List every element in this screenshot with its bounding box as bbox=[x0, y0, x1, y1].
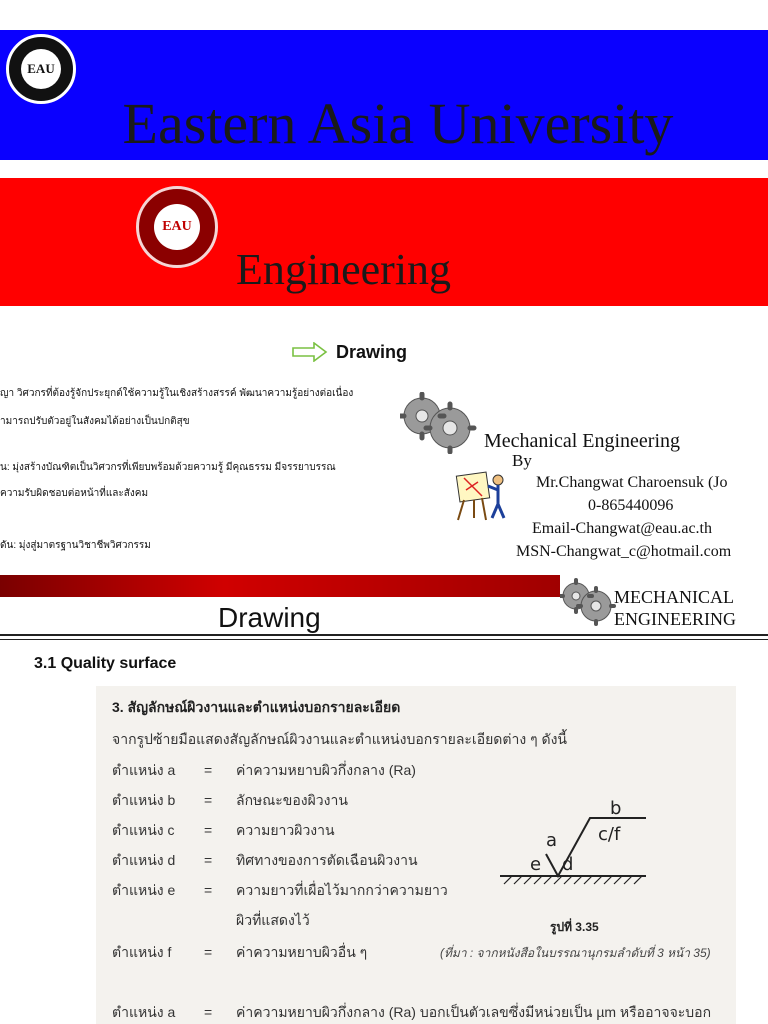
symbol-label-e: e bbox=[530, 854, 542, 875]
contact-email: Email-Changwat@eau.ac.th bbox=[532, 520, 712, 537]
document-heading: 3. สัญลักษณ์ผิวงานและตำแหน่งบอกรายละเอียด bbox=[112, 699, 401, 715]
mission-text-2: ความรับผิดชอบต่อหน้าที่และสังคม bbox=[0, 488, 149, 499]
easel-icon bbox=[452, 468, 510, 522]
by-label: By bbox=[512, 451, 532, 470]
drawing-title: Drawing bbox=[218, 602, 321, 633]
position-row-e-continued: ผิวที่แสดงไว้ bbox=[236, 912, 310, 928]
divider bbox=[0, 639, 768, 640]
position-row-a: ตำแหน่ง a = ค่าความหยาบผิวกึ่งกลาง (Ra) bbox=[112, 762, 416, 778]
position-row-a-detail: ตำแหน่ง a = ค่าความหยาบผิวกึ่งกลาง (Ra) บอกเป็นตัวเลขซึ่งมีหน่วยเป็น µm หรืออาจจะบอก bbox=[112, 1004, 712, 1020]
mechanical-engineering-caption bbox=[614, 586, 736, 630]
figure-caption: รูปที่ 3.35 bbox=[550, 920, 599, 934]
vision-text: ญา วิศวกรที่ต้องรู้จักประยุกต์ใช้ความรู้ในเชิงสร้างสรรค์ พัฒนาความรู้อย่างต่อเนื่อง bbox=[0, 388, 354, 399]
gears-icon bbox=[560, 578, 616, 626]
surface-symbol-diagram bbox=[496, 796, 656, 896]
figure-source: (ที่มา : จากหนังสือในบรรณานุกรมลำดับที่ 3 หน้า 35) bbox=[440, 946, 711, 960]
engineering-text: ENGINEERING bbox=[614, 609, 736, 629]
position-row-c: ตำแหน่ง c = ความยาวผิวงาน bbox=[112, 822, 335, 838]
symbol-label-d: d bbox=[562, 854, 574, 875]
symbol-label-b: b bbox=[610, 798, 622, 819]
symbol-label-a: a bbox=[546, 830, 558, 851]
contact-msn: MSN-Changwat_c@hotmail.com bbox=[516, 543, 732, 560]
vision-text-2: ามารถปรับตัวอยู่ในสังคมได้อย่างเป็นปกติสุข bbox=[0, 416, 190, 427]
arrow-right-icon bbox=[292, 342, 328, 362]
faculty-title: Engineering bbox=[236, 245, 452, 294]
contact-phone: 0-865440096 bbox=[588, 497, 674, 514]
document-intro: จากรูปซ้ายมือแสดงสัญลักษณ์ผิวงานและตำแหน่งบอกรายละเอียดต่าง ๆ ดังนี้ bbox=[112, 731, 567, 747]
university-title: Eastern Asia University bbox=[122, 91, 674, 156]
university-seal-icon bbox=[6, 34, 76, 104]
department-title: Mechanical Engineering bbox=[484, 430, 681, 452]
mission-text: น: มุ่งสร้างบัณฑิตเป็นวิศวกรที่เพียบพร้อมด้วยความรู้ มีคุณธรรม มีจรรยาบรรณ bbox=[0, 462, 336, 473]
seal-text: EAU bbox=[21, 49, 61, 89]
drawing-label: Drawing bbox=[336, 342, 408, 362]
position-row-f: ตำแหน่ง f = ค่าความหยาบผิวอื่น ๆ bbox=[112, 944, 368, 960]
divider bbox=[0, 634, 768, 636]
red-bar bbox=[0, 575, 560, 597]
goal-text: ดัน: มุ่งสู่มาตรฐานวิชาชีพวิศวกรรม bbox=[0, 540, 151, 551]
contact-name: Mr.Changwat Charoensuk (Jo bbox=[536, 474, 728, 491]
section-title: 3.1 Quality surface bbox=[34, 655, 177, 672]
engineering-seal-icon bbox=[136, 186, 218, 268]
seal-text: EAU bbox=[154, 204, 200, 250]
position-row-b: ตำแหน่ง b = ลักษณะของผิวงาน bbox=[112, 792, 348, 808]
gears-icon bbox=[400, 392, 480, 454]
position-row-d: ตำแหน่ง d = ทิศทางของการตัดเฉือนผิวงาน bbox=[112, 852, 418, 868]
symbol-label-cf: c/f bbox=[598, 824, 621, 845]
mechanical-text: MECHANICAL bbox=[614, 587, 734, 607]
position-row-e: ตำแหน่ง e = ความยาวที่เผื่อไว้มากกว่าความยาว bbox=[112, 882, 448, 898]
